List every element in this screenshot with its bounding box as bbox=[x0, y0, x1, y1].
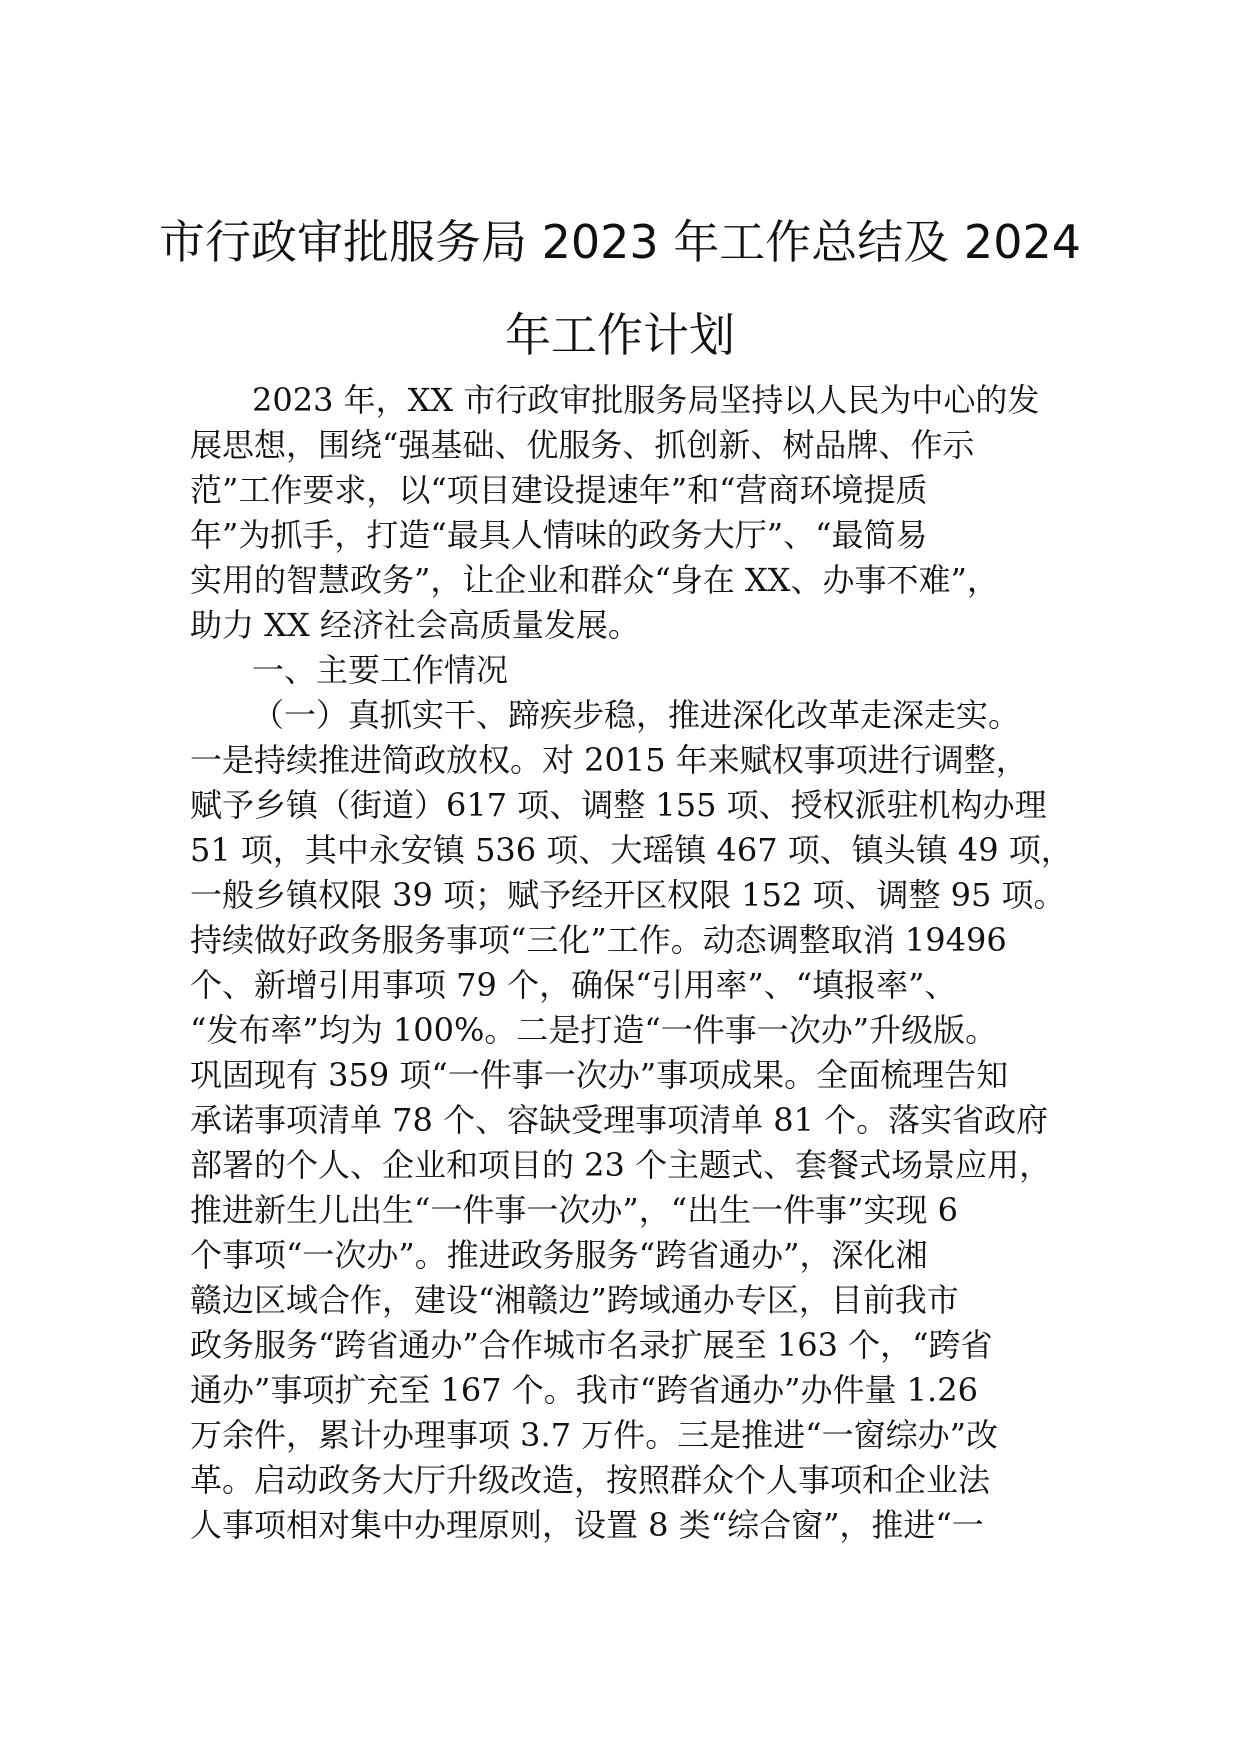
intro-paragraph-line: 展思想，围绕“强基础、优服务、抓创新、树品牌、作示 bbox=[190, 426, 975, 464]
body-text-line: 万余件，累计办理事项 3.7 万件。三是推进“一窗综办”改 bbox=[190, 1416, 998, 1454]
body-text-line: 赋予乡镇（街道）617 项、调整 155 项、授权派驻机构办理 bbox=[190, 786, 1047, 824]
body-text-line: 一是持续推进简政放权。对 2015 年来赋权事项进行调整， bbox=[190, 741, 1028, 779]
subsection-heading: （一）真抓实干、蹄疾步稳，推进深化改革走深走实。 bbox=[252, 696, 1021, 734]
body-text-line: 部署的个人、企业和项目的 23 个主题式、套餐式场景应用， bbox=[190, 1146, 1052, 1184]
section-heading: 一、主要工作情况 bbox=[252, 651, 509, 689]
body-text-line: 51 项，其中永安镇 536 项、大瑶镇 467 项、镇头镇 49 项， bbox=[190, 831, 1073, 869]
body-text-line: 人事项相对集中办理原则，设置 8 类“综合窗”，推进“一 bbox=[190, 1506, 984, 1544]
body-text-line: 个事项“一次办”。推进政务服务“跨省通办”，深化湘 bbox=[190, 1236, 928, 1274]
body-text-line: “发布率”均为 100%。二是打造“一件事一次办”升级版。 bbox=[190, 1011, 998, 1049]
intro-paragraph-line: 年”为抓手，打造“最具人情味的政务大厅”、“最简易 bbox=[190, 516, 928, 554]
intro-paragraph-line: 实用的智慧政务”，让企业和群众“身在 XX、办事不难”， bbox=[190, 561, 999, 599]
body-text-line: 政务服务“跨省通办”合作城市名录扩展至 163 个，“跨省 bbox=[190, 1326, 993, 1364]
body-text-line: 推进新生儿出生“一件事一次办”，“出生一件事”实现 6 bbox=[190, 1191, 958, 1229]
body-text-line: 革。启动政务大厅升级改造，按照群众个人事项和企业法 bbox=[190, 1461, 991, 1499]
body-text-line: 持续做好政务服务事项“三化”工作。动态调整取消 19496 bbox=[190, 921, 1007, 959]
document-title-line-1: 市行政审批服务局 2023 年工作总结及 2024 bbox=[159, 215, 1081, 269]
body-text-line: 通办”事项扩充至 167 个。我市“跨省通办”办件量 1.26 bbox=[190, 1371, 978, 1409]
body-text-line: 赣边区域合作，建设“湘赣边”跨域通办专区，目前我市 bbox=[190, 1281, 959, 1319]
body-text-line: 巩固现有 359 项“一件事一次办”事项成果。全面梳理告知 bbox=[190, 1056, 1009, 1094]
body-text-line: 一般乡镇权限 39 项；赋予经开区权限 152 项、调整 95 项。 bbox=[190, 876, 1066, 914]
body-text-line: 个、新增引用事项 79 个，确保“引用率”、“填报率”、 bbox=[190, 966, 957, 1004]
document-title-line-2: 年工作计划 bbox=[505, 308, 735, 362]
intro-paragraph-line: 助力 XX 经济社会高质量发展。 bbox=[190, 606, 640, 644]
intro-paragraph-line: 范”工作要求，以“项目建设提速年”和“营商环境提质 bbox=[190, 471, 928, 509]
body-text-line: 承诺事项清单 78 个、容缺受理事项清单 81 个。落实省政府 bbox=[190, 1101, 1049, 1139]
intro-paragraph-line: 2023 年，XX 市行政审批服务局坚持以人民为中心的发 bbox=[252, 381, 1040, 419]
